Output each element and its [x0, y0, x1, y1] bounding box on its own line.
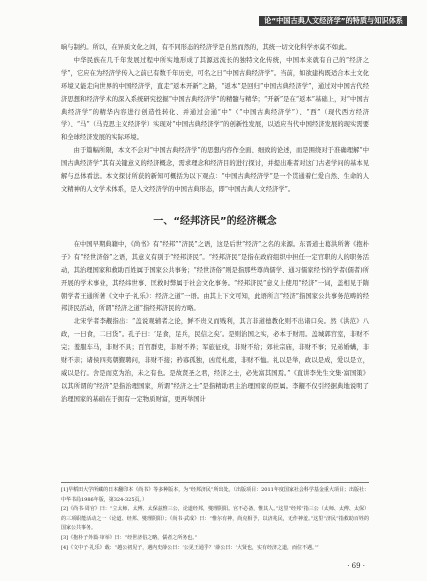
footnote: [3]《抱朴子外篇·审举》曰：“经世济俗之略，儒者之所务也。”	[61, 534, 198, 541]
paragraph: 在中国早期典籍中，《尚书》有“经邦”“济民”之语，这是后世“经济”之名的来源。东晋道士葛洪所著《抱朴子》有“经世济俗”之语，其意义有别于“经邦济民”。“经邦济民”是指在政府组织中担任一定官职的人的职务活动，其治理国家和救助百姓属于国家公共事务；“经世济俗”则是指那些尊尚儒学、通习儒家经书的学者(儒者)所开展的学术事业，其经纬世事、匡救时弊属于社会文化事务。“经邦济民”意义上使用“经济”一词，盖相见于隋朝学者王通所著《文中子·礼乐》：经济之道”一语。由其上下文可知，此语所言“经济”指国家公共事务范畴的经邦济民活动，所谓“经济之道”指经邦济民的方略。	[61, 240, 369, 313]
paragraph: 由于篇幅所限，本文不会对“中国古典经济学”的思想内容作全面、细致的论述，而是围绕对于准确理解“中国古典经济学”其有关键意义的经济概念，需求理念和经济目的进行探讨，并提出难者对这门古老学问的基本见解与总体看法。本文探讨所获的新知可概括为以下观点：“中国古典经济学”是一个贯通着仁爱自然、生命的人文精神的人文学术体系，是人文经济学的中国古典形态，即“中国古典人文经济学”。	[61, 147, 369, 193]
page-number: · 69 ·	[347, 562, 365, 570]
paragraph-continued: 晌与制约。所以，在异质文化之间，有不同形态的经济学是自然而然的，其统一切文化科学亦莫不如此。	[61, 44, 351, 51]
section-heading: 一、“经邦济民”的经济概念	[153, 215, 277, 227]
running-header	[0, 10, 427, 32]
footnote: [1]早稻田大学所藏的日本翻印本《尚书》等多种版本，为“经邦济民”所出处。（出版项目：2011年度国家社会科学基金重大项目；出版社：中华书局1986年版，第324-325页。）	[61, 487, 369, 503]
paragraph: 北宋学者李觏指出：“盖说观辅者之论，鲜不贵义而贱利，其言非道德教化则不出诸口矣。然《洪范》八政，一曰食，二曰货”。孔子曰：‘足食，足兵，民信之矣’。是则治国之实，必本于财用。盖城郭宫室，非财不完；羞服车马，非财不具；百官群吏，非财不养；军旅征戍，非财不给；郊社宗庙，非财不事；兄弟婚媾，非财不亲；诸侯四夷朝觐聘问，非财不接；矜寡孤独，凶荒札瘥，非财不恤。礼以是举，政以是成，爱以是立，威以是行。舍是而克为治，未之有也。是故贤圣之君，经济之士，必先富其国焉。”《直讲李先生文集·富国策》以其所谓的“经济”是指治理国家，所谓“经济之士”是指精助君主治理国家的臣属。李觏不仅引经据典地说明了治理国家的基础在于拥有一定物质财富，更再举国计	[61, 318, 369, 403]
paragraph: 中华民族在几千年发展过程中所实地形成了其源远流长的独特文化传统，中国本来就有自己的“经济之学”，它应在为经济学传入之前已有数千年历史，可名之日“中国古典经济学”。当前，如欲建构既适合本土文化环境又能走向世界的中国经济学，直走“返本开新”之路，“返本”是回归“中国古典经济学”，通过对中国古代经济思想和经济学术的深入系统研究挖掘“中国古典经济学”的精髓与精华；“开新”是在“返本”基础上，对“中国古典经济学”的精华内容进行创造性转化、并通过会通“中”（“中国古典经济学”）、“西”（现代西方经济学）、“马”（马克思主义经济学）实现对“中国古典经济学”的创新性发展，以适应当代中国经济发展的现实需要和全球经济发展的实际环境。	[61, 56, 369, 142]
footnote: [2]《尚书·周官》曰：“立太师、太傅、太保兹惟三公，论道经邦，燮理阴阳。官不必备，惟其人。”这里“经邦”指三公（太师、太傅、太保）的三项职能活动之一（论道、经邦、燮理阴阳）；《尚书·武成》曰：“惟尔有神，尚克相予，以济兆民，无作神羞。”这里“济民”指救助百姓的国家公共事务。	[61, 506, 369, 532]
footnote: [4]《文中子·礼乐》载：“越公初见子，遇内史薛公曰：‘公见王通乎？’薛公曰：‘大贤也，实有经济之道，而位不遇。’”	[61, 544, 319, 551]
article-body	[61, 42, 369, 407]
footnotes	[61, 482, 369, 553]
running-title: 论“中国古典人文经济学”的特质与知识体系	[264, 16, 403, 25]
